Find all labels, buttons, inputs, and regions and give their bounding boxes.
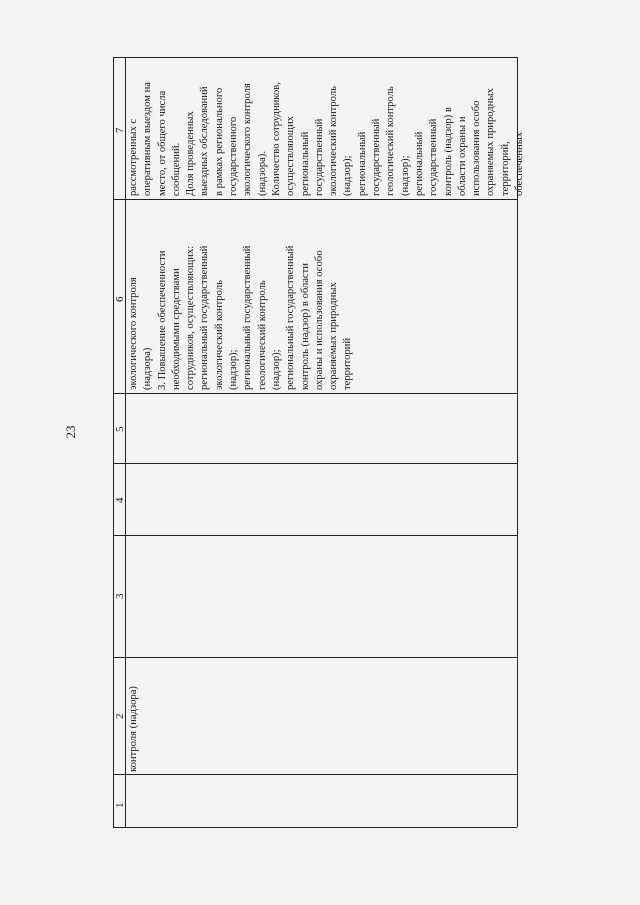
cell-text-line: оперативным выездом на xyxy=(142,82,154,196)
cell-text-line: (надзора) xyxy=(142,347,154,390)
cell-text-line: геологический контроль xyxy=(256,280,268,390)
cell-text-line: (надзора). xyxy=(256,150,268,196)
header-col-7: 7 xyxy=(114,127,126,133)
cell-text-line: охраняемых природных xyxy=(328,282,340,390)
column-separator xyxy=(113,535,517,536)
cell-text-line: региональный государственный xyxy=(199,245,211,390)
cell-text-line: государственный xyxy=(371,118,383,196)
cell-text-line: использования особо xyxy=(471,100,483,196)
header-col-1: 1 xyxy=(114,802,126,808)
table-border-top xyxy=(113,57,517,58)
cell-text-line: Количество сотрудников, xyxy=(270,82,282,196)
page-number: 23 xyxy=(63,425,78,439)
cell-col-6 xyxy=(127,246,356,390)
header-col-3: 3 xyxy=(114,593,126,599)
cell-text-line: региональный государственный xyxy=(242,245,254,390)
column-separator xyxy=(113,393,517,394)
cell-col-2 xyxy=(127,686,141,772)
header-col-5: 5 xyxy=(114,426,126,432)
header-col-2: 2 xyxy=(114,713,126,719)
cell-text-line: контроль (надзор) в xyxy=(442,107,454,196)
cell-text-line: охраны и использования особо xyxy=(313,250,325,390)
cell-text-line: экологический контроль xyxy=(328,86,340,196)
cell-text-line: необходимыми средствами xyxy=(170,268,182,390)
table-border-bottom xyxy=(113,827,517,828)
cell-text-line: государственный xyxy=(428,118,440,196)
cell-text-line: территорий xyxy=(342,337,354,390)
header-col-4: 4 xyxy=(114,497,126,503)
cell-text-line: (надзор); xyxy=(270,349,282,390)
cell-text-line: государственный xyxy=(313,118,325,196)
cell-text-line: обеспеченных xyxy=(514,131,526,196)
header-col-6: 6 xyxy=(114,296,126,302)
cell-text-line: выездных обследований xyxy=(199,86,211,196)
cell-text-line: Доля проведенных xyxy=(185,111,197,196)
column-separator xyxy=(113,199,517,200)
cell-col-7 xyxy=(127,82,527,196)
cell-text-line: (надзор); xyxy=(228,349,240,390)
cell-text-line: (надзор); xyxy=(399,155,411,196)
cell-text-line: контроля (надзора) xyxy=(128,686,139,772)
header-separator xyxy=(125,57,126,827)
cell-text-line: в рамках регионального xyxy=(213,87,225,196)
cell-text-line: охраняемых природных xyxy=(485,88,497,196)
cell-text-line: региональный xyxy=(299,131,311,196)
table-border-left xyxy=(113,57,114,827)
cell-text-line: осуществляющих xyxy=(285,116,297,196)
column-separator xyxy=(113,657,517,658)
cell-text-line: контроль (надзор) в области xyxy=(299,263,311,390)
column-separator xyxy=(113,774,517,775)
cell-text-line: государственного xyxy=(228,116,240,196)
cell-text-line: сообщений. xyxy=(170,142,182,196)
cell-text-line: 3. Повышение обеспеченности xyxy=(156,250,168,390)
cell-text-line: региональный xyxy=(356,131,368,196)
cell-text-line: экологического контроля xyxy=(242,83,254,196)
column-separator xyxy=(113,463,517,464)
cell-text-line: геологический контроль xyxy=(385,86,397,196)
cell-text-line: (надзор); xyxy=(342,155,354,196)
cell-text-line: региональный xyxy=(413,131,425,196)
cell-text-line: региональный государственный xyxy=(285,245,297,390)
cell-text-line: области охраны и xyxy=(456,116,468,196)
rotated-table xyxy=(113,57,526,827)
cell-text-line: экологический контроль xyxy=(213,280,225,390)
cell-text-line: рассмотренных с xyxy=(128,118,139,196)
cell-text-line: место, от общего числа xyxy=(156,90,168,196)
cell-text-line: экологического контроля xyxy=(128,277,139,390)
cell-text-line: сотрудников, осуществляющих: xyxy=(185,245,197,390)
cell-text-line: территорий, xyxy=(499,141,511,196)
